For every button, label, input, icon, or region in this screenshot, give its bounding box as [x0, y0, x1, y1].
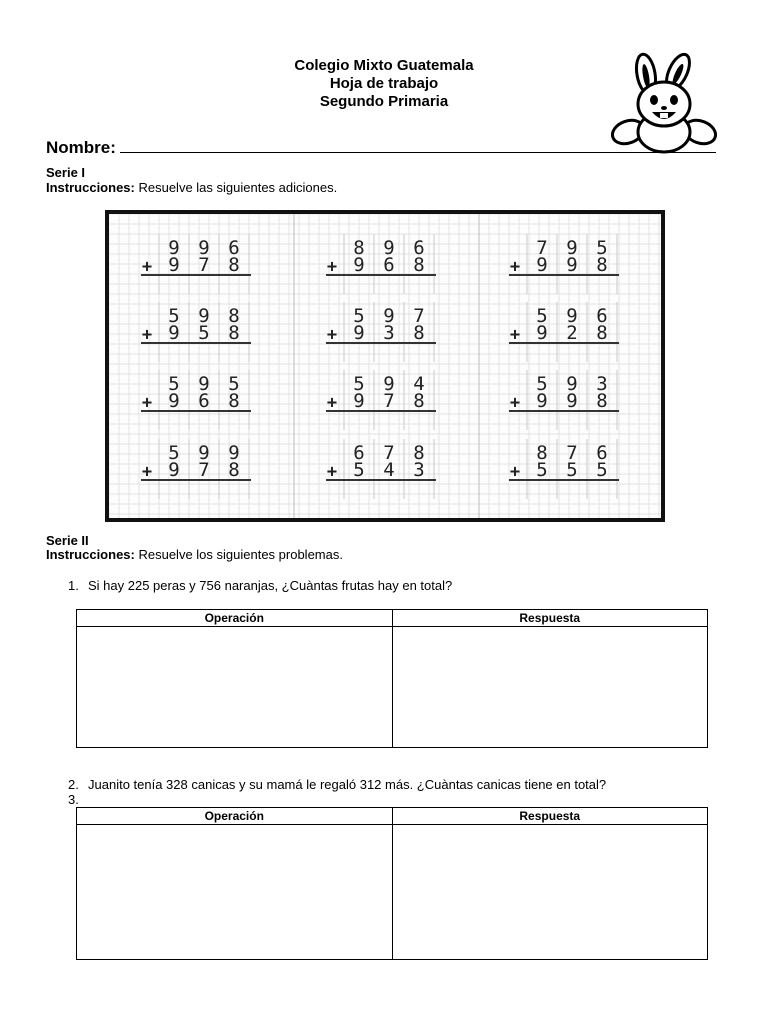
serie-2-instructions — [46, 547, 343, 562]
addend-top-digit: 6 — [596, 442, 608, 464]
plus-sign: + — [509, 257, 521, 277]
operacion-header: Operación — [77, 808, 393, 825]
grade-level: Segundo Primaria — [319, 93, 449, 110]
addend-bottom-digit: 9 — [168, 254, 180, 276]
additions-grid-svg — [109, 214, 661, 518]
addend-bottom-digit: 5 — [353, 459, 365, 481]
problem-2-answer-table — [76, 807, 708, 960]
addend-bottom-digit: 6 — [198, 390, 210, 412]
plus-sign: + — [509, 462, 521, 482]
addend-bottom-digit: 5 — [198, 322, 210, 344]
addend-bottom-digit: 9 — [536, 322, 548, 344]
addend-bottom-digit: 7 — [383, 390, 395, 412]
addend-bottom-digit: 8 — [228, 254, 240, 276]
addend-bottom-digit: 8 — [228, 459, 240, 481]
serie-1-instructions — [46, 180, 337, 195]
addend-bottom-digit: 3 — [383, 322, 395, 344]
additions-grid — [105, 210, 665, 522]
problem-1 — [68, 578, 452, 593]
addend-top-digit: 9 — [566, 373, 578, 395]
serie-1-title: Serie I — [46, 165, 86, 180]
addend-bottom-digit: 8 — [596, 322, 608, 344]
problem-2-number: 2. — [68, 777, 79, 792]
addend-top-digit: 9 — [198, 237, 210, 259]
addend-bottom-digit: 9 — [536, 254, 548, 276]
addend-bottom-digit: 8 — [228, 390, 240, 412]
serie-2-instr-label: Instrucciones: — [46, 547, 135, 562]
problem-1-number: 1. — [68, 578, 79, 593]
serie-1-instr-label: Instrucciones: — [46, 180, 135, 195]
respuesta-header: Respuesta — [392, 808, 708, 825]
addend-bottom-digit: 5 — [536, 459, 548, 481]
addend-bottom-digit: 8 — [413, 254, 425, 276]
addend-top-digit: 9 — [168, 237, 180, 259]
addend-bottom-digit: 3 — [413, 459, 425, 481]
respuesta-cell[interactable] — [392, 825, 708, 960]
respuesta-cell[interactable] — [392, 627, 708, 748]
plus-sign: + — [141, 393, 153, 413]
problem-2 — [68, 777, 606, 792]
addend-bottom-digit: 8 — [596, 254, 608, 276]
serie-2-title: Serie II — [46, 533, 89, 548]
serie-2-instr-text: Resuelve los siguientes problemas. — [134, 547, 343, 562]
addend-bottom-digit: 9 — [353, 390, 365, 412]
addend-top-digit: 7 — [383, 442, 395, 464]
plus-sign: + — [141, 462, 153, 482]
addend-top-digit: 5 — [596, 237, 608, 259]
name-label: Nombre: — [46, 138, 116, 157]
addend-top-digit: 8 — [228, 305, 240, 327]
addend-top-digit: 6 — [353, 442, 365, 464]
addend-bottom-digit: 9 — [566, 254, 578, 276]
addend-bottom-digit: 9 — [353, 322, 365, 344]
addend-top-digit: 7 — [536, 237, 548, 259]
addend-top-digit: 5 — [168, 373, 180, 395]
addend-top-digit: 9 — [566, 237, 578, 259]
school-name: Colegio Mixto Guatemala — [294, 57, 474, 74]
addend-bottom-digit: 2 — [566, 322, 578, 344]
addend-bottom-digit: 8 — [596, 390, 608, 412]
addend-bottom-digit: 8 — [413, 322, 425, 344]
addend-top-digit: 5 — [168, 305, 180, 327]
addend-top-digit: 6 — [596, 305, 608, 327]
addend-top-digit: 5 — [228, 373, 240, 395]
addend-bottom-digit: 6 — [383, 254, 395, 276]
plus-sign: + — [326, 325, 338, 345]
plus-sign: + — [326, 393, 338, 413]
addend-bottom-digit: 9 — [168, 459, 180, 481]
addend-top-digit: 6 — [228, 237, 240, 259]
addend-top-digit: 5 — [536, 373, 548, 395]
plus-sign: + — [509, 325, 521, 345]
addend-top-digit: 9 — [198, 373, 210, 395]
plus-sign: + — [326, 257, 338, 277]
addend-top-digit: 9 — [198, 442, 210, 464]
addend-bottom-digit: 4 — [383, 459, 395, 481]
addend-bottom-digit: 7 — [198, 254, 210, 276]
addend-top-digit: 9 — [228, 442, 240, 464]
addend-bottom-digit: 7 — [198, 459, 210, 481]
addend-top-digit: 8 — [353, 237, 365, 259]
addend-bottom-digit: 9 — [168, 322, 180, 344]
operacion-cell[interactable] — [77, 825, 393, 960]
addend-top-digit: 5 — [353, 305, 365, 327]
problem-3-number: 3. — [68, 792, 79, 807]
addend-top-digit: 5 — [168, 442, 180, 464]
plus-sign: + — [141, 257, 153, 277]
addend-top-digit: 8 — [413, 442, 425, 464]
addend-top-digit: 9 — [383, 305, 395, 327]
problem-1-answer-table — [76, 609, 708, 748]
addend-bottom-digit: 8 — [228, 322, 240, 344]
operacion-header: Operación — [77, 610, 393, 627]
name-field — [46, 138, 716, 158]
addend-top-digit: 9 — [383, 237, 395, 259]
addend-bottom-digit: 9 — [566, 390, 578, 412]
addend-bottom-digit: 5 — [566, 459, 578, 481]
addend-bottom-digit: 5 — [596, 459, 608, 481]
addend-top-digit: 7 — [413, 305, 425, 327]
addend-bottom-digit: 9 — [536, 390, 548, 412]
plus-sign: + — [326, 462, 338, 482]
operacion-cell[interactable] — [77, 627, 393, 748]
addend-top-digit: 6 — [413, 237, 425, 259]
addend-top-digit: 9 — [383, 373, 395, 395]
worksheet-subtitle: Hoja de trabajo — [329, 75, 439, 92]
addend-top-digit: 5 — [536, 305, 548, 327]
name-blank-line[interactable] — [120, 138, 716, 153]
addend-top-digit: 4 — [413, 373, 425, 395]
addend-top-digit: 9 — [198, 305, 210, 327]
problem-2-text: Juanito tenía 328 canicas y su mamá le regaló 312 más. ¿Cuàntas canicas tiene en total? — [88, 777, 607, 792]
addend-top-digit: 3 — [596, 373, 608, 395]
addend-top-digit: 5 — [353, 373, 365, 395]
addend-bottom-digit: 8 — [413, 390, 425, 412]
addend-top-digit: 8 — [536, 442, 548, 464]
problem-1-text: Si hay 225 peras y 756 naranjas, ¿Cuàntas frutas hay en total? — [88, 578, 453, 593]
addend-top-digit: 7 — [566, 442, 578, 464]
plus-sign: + — [509, 393, 521, 413]
plus-sign: + — [141, 325, 153, 345]
addend-top-digit: 9 — [566, 305, 578, 327]
respuesta-header: Respuesta — [392, 610, 708, 627]
problem-3 — [68, 792, 88, 807]
addend-bottom-digit: 9 — [168, 390, 180, 412]
serie-1-instr-text: Resuelve las siguientes adiciones. — [134, 180, 338, 195]
addend-bottom-digit: 9 — [353, 254, 365, 276]
